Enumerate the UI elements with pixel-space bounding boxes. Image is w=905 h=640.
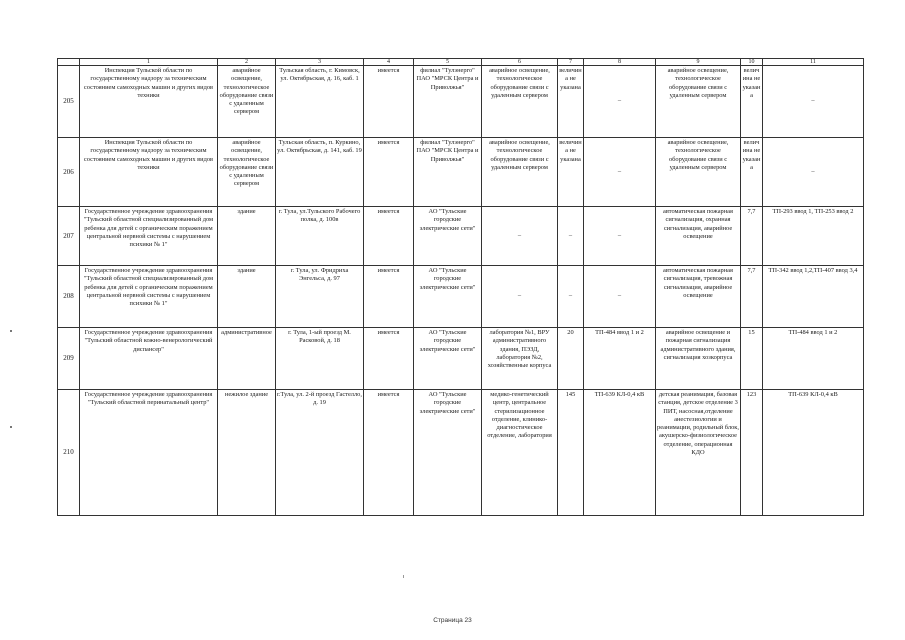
organization-cell: Государственное учреждение здравоохранения "Тульский областной кожно-венерологический диспансер" (80, 328, 218, 390)
header-cell: 10 (741, 59, 763, 66)
table-cell: имеется (364, 207, 414, 266)
table-cell: имеется (364, 328, 414, 390)
table-cell: здание (218, 266, 276, 328)
table-cell: – (482, 207, 558, 266)
header-cell: 9 (656, 59, 741, 66)
organization-cell: Государственное учреждение здравоохранения "Тульский областной перинатальный центр" (80, 390, 218, 516)
table-row (58, 328, 864, 390)
table-cell: ТП-639 КЛ-0,4 кВ (584, 390, 656, 516)
header-cell: 8 (584, 59, 656, 66)
table-cell: здание (218, 207, 276, 266)
row-number: 205 (58, 66, 80, 138)
header-cell: 1 (80, 59, 218, 66)
header-cell: 4 (364, 59, 414, 66)
table-cell: величина не указана (558, 66, 584, 138)
table-cell: имеется (364, 390, 414, 516)
table-cell: автоматическая пожарная сигнализация, тревожная сигнализация, аварийное освещение (656, 266, 741, 328)
table-row (58, 138, 864, 207)
address-cell: г. Тула, ул.Тульского Рабочего полка, д. 100в (276, 207, 364, 266)
organization-cell: Государственное учреждение здравоохранения "Тульский областной специализированный дом ребенка для детей с органическим поражением центральной нервной системы с нарушением психики № 1" (80, 266, 218, 328)
table-cell: ТП-484 ввод 1 и 2 (763, 328, 864, 390)
header-cell: 6 (482, 59, 558, 66)
page-number: Страница 23 (433, 617, 472, 624)
row-number: 209 (58, 328, 80, 390)
table-cell: величина не указана (741, 138, 763, 207)
header-cell: 5 (414, 59, 482, 66)
table-cell: аварийное освещение, технологическое оборудование связи с удаленным сервером (218, 66, 276, 138)
address-cell: Тульская область, п. Куркино, ул. Октябрьская, д. 141, каб. 19 (276, 138, 364, 207)
header-cell: 2 (218, 59, 276, 66)
table-cell: АО "Тульские городские электрические сети" (414, 266, 482, 328)
table-cell: АО "Тульские городские электрические сети" (414, 390, 482, 516)
table-cell: – (763, 138, 864, 207)
table-cell: аварийное освещение, технологическое оборудование связи с удаленным сервером (482, 66, 558, 138)
address-cell: Тульская область, г. Кимовск, ул. Октябрьская, д. 16, каб. 1 (276, 66, 364, 138)
table-cell: – (763, 66, 864, 138)
table-cell: ТП-342 ввод 1,2,ТП-407 ввод 3,4 (763, 266, 864, 328)
table-cell: ТП-484 ввод 1 и 2 (584, 328, 656, 390)
table-cell: – (482, 266, 558, 328)
table-cell: филиал "Тулэнерго" ПАО "МРСК Центра и Приволжья" (414, 66, 482, 138)
table-row (58, 207, 864, 266)
table-cell: аварийное освещение, технологическое оборудование связи с удаленным сервером (218, 138, 276, 207)
row-number: 210 (58, 390, 80, 516)
table-cell: аварийное освещение, технологическое оборудование связи с удаленным сервером (482, 138, 558, 207)
column-number-row (58, 59, 864, 66)
row-number: 207 (58, 207, 80, 266)
scan-speck (403, 575, 404, 578)
table-cell: 20 (558, 328, 584, 390)
table-cell: имеется (364, 66, 414, 138)
table-cell: имеется (364, 138, 414, 207)
table-cell: лаборатория №1, ВРУ административного здания, ПЭЗД, лаборатория №2, хозяйственные корпуса (482, 328, 558, 390)
header-cell-blank (58, 59, 80, 66)
table-cell: – (558, 207, 584, 266)
table-cell: филиал "Тулэнерго" ПАО "МРСК Центра и Приволжья" (414, 138, 482, 207)
header-cell: 11 (763, 59, 864, 66)
organization-cell: Инспекция Тульской области по государственному надзору за техническим состоянием самоходных машин и других видов техники (80, 138, 218, 207)
table-cell: – (584, 266, 656, 328)
header-cell: 7 (558, 59, 584, 66)
table-cell: 7,7 (741, 207, 763, 266)
row-number: 208 (58, 266, 80, 328)
address-cell: г.Тула, ул. 2-й проезд Гастелло, д. 19 (276, 390, 364, 516)
table-cell: – (584, 207, 656, 266)
table-row (58, 390, 864, 516)
table-cell: – (584, 66, 656, 138)
table-cell: аварийное освещение и пожарная сигнализация административного здания, сигнализация хозкорпуса (656, 328, 741, 390)
table-cell: административное (218, 328, 276, 390)
table-cell: нежилое здание (218, 390, 276, 516)
table-cell: ТП-293 ввод 1, ТП-253 ввод 2 (763, 207, 864, 266)
address-cell: г. Тула, ул. Фридриха Энгельса, д. 97 (276, 266, 364, 328)
table-cell: – (584, 138, 656, 207)
table-cell: величина не указана (741, 66, 763, 138)
table-cell: имеется (364, 266, 414, 328)
table-cell: 145 (558, 390, 584, 516)
table-cell: медико-генетический центр, центральное стерилизационное отделение, клинико-диагностическое отделение, лаборатория (482, 390, 558, 516)
scan-speck (10, 330, 12, 332)
table-cell: аварийное освещение, технологическое оборудование связи с удаленным сервером (656, 138, 741, 207)
table-cell: детская реанимация, базовая станция, детское отделение 3 ПИТ, насосная,отделение анестезиологии и реанимации, родильный блок, акушерско-физиологическое отделение, операционная КДО (656, 390, 741, 516)
table-cell: – (558, 266, 584, 328)
table-cell: 15 (741, 328, 763, 390)
table-cell: 123 (741, 390, 763, 516)
organization-cell: Государственное учреждение здравоохранения "Тульский областной специализированный дом ребенка для детей с органическим поражением центральной нервной системы с нарушением психики № 1" (80, 207, 218, 266)
table-cell: АО "Тульские городские электрические сети" (414, 207, 482, 266)
table-row (58, 66, 864, 138)
table-cell: величина не указана (558, 138, 584, 207)
table-cell: автоматическая пожарная сигнализация, охранная сигнализация, аварийное освещение (656, 207, 741, 266)
scan-speck (10, 426, 12, 428)
table-cell: ТП-639 КЛ-0,4 кВ (763, 390, 864, 516)
document-table (57, 58, 864, 516)
table-cell: аварийное освещение, технологическое оборудование связи с удаленным сервером (656, 66, 741, 138)
organization-cell: Инспекция Тульской области по государственному надзору за техническим состоянием самоходных машин и других видов техники (80, 66, 218, 138)
table-cell: 7,7 (741, 266, 763, 328)
table-row (58, 266, 864, 328)
header-cell: 3 (276, 59, 364, 66)
row-number: 206 (58, 138, 80, 207)
address-cell: г. Тула, 1-ый проезд М. Расковой, д. 18 (276, 328, 364, 390)
table-cell: АО "Тульские городские электрические сети" (414, 328, 482, 390)
